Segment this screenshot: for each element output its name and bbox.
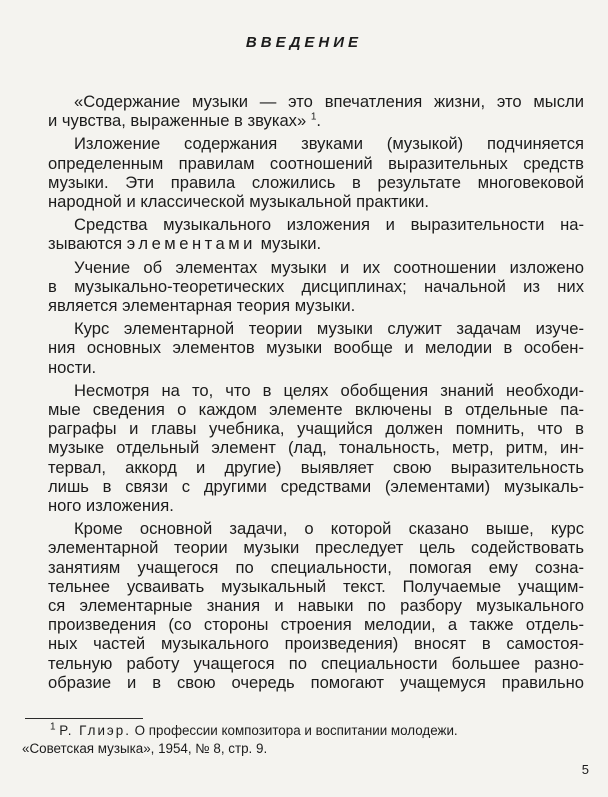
text-line-content: зываются xyxy=(48,234,123,254)
footnote-author: Р. Глиэр. xyxy=(59,723,131,738)
paragraph-6 xyxy=(22,381,584,515)
text-line: ного изложения. xyxy=(48,496,174,516)
main-text xyxy=(22,92,584,696)
text-line: Средства музыкального изложения и выразительности на- xyxy=(74,215,584,235)
text-line: музыке отдельный элемент (лад, тональность, метр, ритм, ин- xyxy=(48,438,584,458)
paragraph-4 xyxy=(22,258,584,316)
text-line: Курс элементарной теории музыки служит задачам изуче- xyxy=(74,319,584,339)
page-number: 5 xyxy=(581,762,589,777)
text-line: определенным правилам соотношений выразительных средств xyxy=(48,153,584,173)
text-line: произведения (со стороны строения мелодии, а также отдель- xyxy=(48,615,584,635)
footnote-marker: 1 xyxy=(310,111,317,123)
text-line: «Содержание музыки — это впечатления жизни, это мысли xyxy=(74,92,584,111)
footnote-separator xyxy=(25,718,143,719)
text-line: раграфы и главы учебника, учащийся должен помнить, что в xyxy=(48,419,584,439)
paragraph-1 xyxy=(22,92,584,130)
text-line: ния основных элементов музыки вообще и мелодии в особен- xyxy=(48,338,584,358)
text-line: ся элементарные знания и навыки по разбору музыкального xyxy=(48,596,584,616)
text-line: ных частей музыкального произведения) вносят в самостоя- xyxy=(48,634,584,654)
footnote-line xyxy=(22,722,584,740)
text-line: Несмотря на то, что в целях обобщения знаний необходи- xyxy=(74,380,584,400)
text-line-tail: музыки. xyxy=(260,234,322,254)
paragraph-5 xyxy=(22,319,584,377)
text-line: тельнее усваивать музыкальный текст. Получаемые учащим- xyxy=(48,576,584,596)
footnote-text: О профессии композитора и воспитании молодежи. xyxy=(134,723,458,738)
text-line: лишь в связи с другими средствами (элементами) музыкаль- xyxy=(48,476,584,496)
paragraph-2 xyxy=(22,134,584,211)
text-line: в музыкально-теоретических дисциплинах; начальной из них xyxy=(48,276,584,296)
paragraph-7 xyxy=(22,519,584,692)
text-line: Изложение содержания звуками (музыкой) подчиняется xyxy=(74,134,584,154)
footnote-line: «Советская музыка», 1954, № 8, стр. 9. xyxy=(22,741,268,756)
text-line: занятиям учащегося по специальности, помогая ему созна- xyxy=(48,557,584,577)
text-line: образие и в свою очередь помогают учащемуся правильно xyxy=(48,672,584,692)
text-line: музыки. Эти правила сложились в результате многовековой xyxy=(48,172,584,192)
text-line: мые сведения о каждом элементе включены в отдельные па- xyxy=(48,400,584,420)
footnote-number: 1 xyxy=(50,721,56,733)
text-line xyxy=(22,234,584,253)
text-line: Учение об элементах музыки и их соотношении изложено xyxy=(74,257,584,277)
text-line: Кроме основной задачи, о которой сказано выше, курс xyxy=(74,519,584,539)
paragraph-3 xyxy=(22,215,584,253)
text-line: тельную работу учащегося по специальности большее разно- xyxy=(48,653,584,673)
text-line-content: и чувства, выраженные в звуках» xyxy=(48,111,307,131)
footnote xyxy=(22,722,584,758)
text-line: элементарной теории музыки преследует цель содействовать xyxy=(48,538,584,558)
page-title: ВВЕДЕНИЕ xyxy=(245,34,363,51)
text-line: тервал, аккорд и другие) выявляет свою выразительность xyxy=(48,457,584,477)
text-line: народной и классической музыкальной практики. xyxy=(48,192,430,212)
text-line: и чувства, выраженные в звуках» $^1$. xyxy=(48,111,322,131)
text-line: ности. xyxy=(48,357,97,377)
spaced-term: элементами xyxy=(126,234,256,254)
text-line: является элементарная теория музыки. xyxy=(48,296,356,316)
